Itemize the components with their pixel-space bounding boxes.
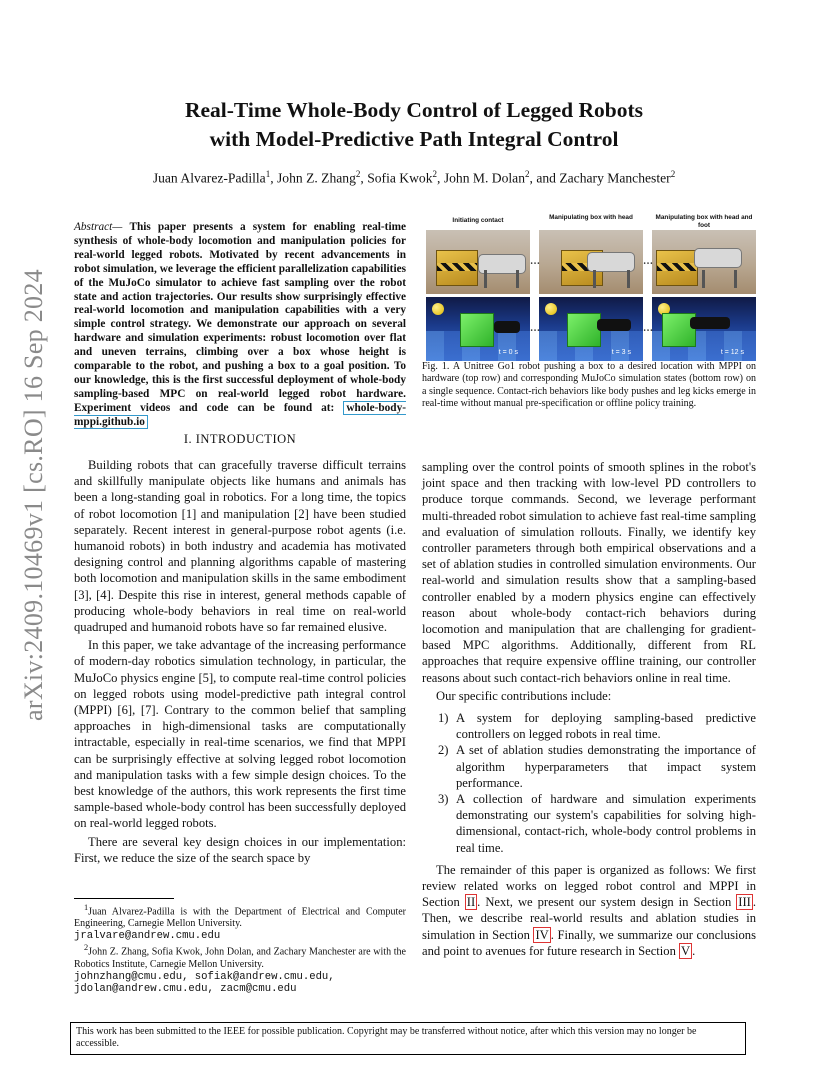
contributions-intro: Our specific contributions include: [436,688,612,703]
intro-paragraph-2: In this paper, we take advantage of the increasing performance of modern-day robotics simulation technology, in particular, the MuJoCo physics engine [5], to compute real-time control policies on legged robots using model-predictive path integral control (MPPI) [6], [7]. Contrary to the common belief that sampling approaches in high-dimensional tasks are computationally intractable, especially in real-time scenarios, we find that MPPI can be surprisingly effective at solving legged robot locomotion and manipulation tasks with a few simple design choices. To the best knowledge of the authors, this work represents the first time sample-based whole-body control has been successfully deployed on real-world legged robots. [74,638,406,831]
author-affiliation: 2 [525,169,530,179]
author-affiliation: 2 [432,169,438,179]
panel-title-manipulating-head-foot: Manipulating box with head and foot [655,214,753,229]
robot-image [694,248,742,268]
author-separator: , [270,170,277,186]
time-label: t = 0 s [498,349,518,356]
project-link[interactable]: whole-body-mppi.github.io [74,401,406,428]
footnote-2 [74,942,406,994]
outline-text: . [692,943,696,958]
list-text: A system for deploying sampling-based predictive controllers on legged robots in real time. [456,711,756,742]
robot-image [587,252,635,272]
email-address[interactable]: jdolan@andrew.cmu.edu, zacm@cmu.edu [74,982,297,995]
introduction-body [74,457,406,866]
panel-title-manipulating-head: Manipulating box with head [549,214,633,221]
intro-paragraph-3: There are several key design choices in our implementation: First, we reduce the size of the search space by [74,834,406,865]
abstract-lead: Abstract [74,221,113,233]
footnote-1 [74,902,406,942]
introduction-continued [422,459,756,959]
outline-paragraph [422,862,756,959]
figure-1 [422,214,756,356]
section-ref-link[interactable]: V [681,943,691,958]
section-ref-link[interactable]: III [738,895,751,910]
simulation-render [539,297,643,361]
simulation-render [652,297,756,361]
outline-text: . Finally, we summarize our conclusions and point to avenues for future research in Section [422,927,756,958]
title-line-1: Real-Time Whole-Body Control of Legged Robots [184,98,644,122]
copyright-notice: This work has been submitted to the IEEE for possible publication. Copyright may be transferred without notice, after which this version may no longer be accessible. [70,1022,746,1055]
author-separator: , [360,170,368,186]
list-number: 2) [438,743,449,758]
section-heading-introduction: I. INTRODUCTION [183,432,297,446]
simulation-render [426,297,530,361]
sim-robot [690,317,730,329]
author-affiliation: 2 [670,169,676,179]
author-name: John M. Dolan [443,170,526,186]
section-ref-link[interactable]: IV [535,927,549,942]
list-number: 1) [438,711,449,726]
box-image [436,250,478,286]
author-name: Sofia Kwok [367,170,433,186]
abstract-dash: — [112,221,130,233]
list-item [422,791,756,856]
section-ref-link[interactable]: II [466,895,476,910]
footnote-text: John Z. Zhang, Sofia Kwok, John Dolan, and Zachary Manchester are with the Robotics Institute, Carnegie Mellon University. [74,946,406,970]
list-item [422,710,756,742]
sim-robot [597,319,631,331]
outline-text: . Next, we present our system design in Section [477,895,737,910]
sim-box [460,313,494,347]
contributions-list [422,710,756,856]
outline-text: The remainder of this paper is organized as follows: We first review related works on legged robot control and MPPI in Section [422,862,756,910]
sequence-ellipsis: … [530,256,540,267]
sequence-ellipsis: … [643,323,653,334]
email-address[interactable]: jralvare@andrew.cmu.edu [74,930,221,943]
sequence-ellipsis: … [643,256,653,267]
author-name: John Z. Zhang [276,170,356,186]
hardware-photo [539,230,643,294]
paper-title [80,96,748,154]
author-name: Juan Alvarez-Padilla [152,170,266,186]
author-separator: , [437,170,444,186]
right-paragraph-1: sampling over the control points of smooth splines in the robot's joint space and then tracking with low-level PD controllers to produce torque commands. Second, we leverage performant multi-threaded robot simulation to achieve fast real-time sampling and evaluation of simulation rollouts. Finally, we identify key controller parameters through both empirical observations and a set of ablation studies in controlled simulation environments. Our real-world and simulation results show that a sampling-based controller enabled by a modern physics engine can effectively reason about whole-body contact-rich behaviors during locomotion and manipulation that are challenging for gradient-based MPC algorithms. Additionally, different from RL approaches that require expensive offline training, our controller reasons about such contact-rich behaviors online in real time. [422,460,756,685]
author-list [80,169,748,187]
abstract-text: This paper presents a system for enabling real-time synthesis of whole-body locomotion and manipulation policies for real-world legged robots. Motivated by recent advancements in robot simulation, we leverage the efficient parallelization capabilities of the MuJoCo simulator to achieve fast sampling over the robot state and action trajectories. Our results show surprisingly effective real-world locomotion and manipulation capabilities with a very simple control strategy. We demonstrate our approach on several hardware and simulation experiments: robust locomotion over flat and uneven terrains, climbing over a box whose height is comparable to the robot, and pushing a box to a goal position. To our knowledge, this is the first successful deployment of whole-body sampling-based MPC on real-world legged robot hardware. Experiment videos and code can be found at: [74,221,407,414]
intro-paragraph-1: Building robots that can gracefully traverse difficult terrains and skillfully manipulate objects like humans and animals has been a long-standing goal in robotics. For a long time, the topics of robot locomotion [1] and manipulation [2] have been studied separately. Recent interest in general-purpose robot agents (i.e. humanoid robots) in both industry and academia has motivated designing control and planning algorithms capable of mastering both locomotion and manipulation skills in the same embodiment [3], [4]. Despite this rise in interest, general methods capable of producing whole-body behaviors in real time on real-world quadruped and humanoid robots have so far remained elusive. [74,458,406,635]
arxiv-identifier-text: arXiv:2409.10469v1 [cs.RO] 16 Sep 2024 [19,269,48,721]
hardware-row [422,230,756,294]
list-text: A set of ablation studies demonstrating the importance of algorithm hyperparameters that impact system performance. [456,743,756,790]
footnote-divider [74,898,174,899]
footnote-text: Juan Alvarez-Padilla is with the Department of Electrical and Computer Engineering, Carnegie Mellon University. [74,906,406,930]
list-number: 3) [438,792,449,807]
sim-robot [494,321,520,333]
sim-box [567,313,601,347]
author-affiliation: 1 [265,169,271,179]
footnote-marker: 1 [84,903,89,912]
hardware-photo [426,230,530,294]
goal-ball [545,303,557,315]
author-affiliation: 2 [355,169,361,179]
title-line-2: with Model-Predictive Path Integral Control [209,127,619,151]
hardware-photo [652,230,756,294]
time-label: t = 12 s [720,349,744,356]
footnotes [74,902,406,995]
sequence-ellipsis: … [530,323,540,334]
simulation-row [422,297,756,361]
outline-text: . Then, we describe real-world results and ablation studies in simulation in Section [422,895,756,942]
list-text: A collection of hardware and simulation experiments demonstrating our system's capabilities for solving high-dimensional, contact-rich, whole-body control problems in real time. [456,792,756,855]
abstract [74,221,406,430]
list-item [422,742,756,791]
arxiv-identifier [14,269,54,721]
footnote-marker: 2 [84,943,89,953]
time-label: t = 3 s [611,349,631,356]
figure-caption: Fig. 1. A Unitree Go1 robot pushing a box to a desired location with MPPI on hardware (top row) and corresponding MuJoCo simulation states (bottom row) on a single sequence. Contact-rich behaviors like body pushes and leg kicks emerge in real-time without manual pre-specification or offline policy training. [422,361,756,410]
author-separator: , and [529,170,560,186]
email-address[interactable]: johnzhang@cmu.edu, sofiak@andrew.cmu.edu, [74,970,335,983]
box-image [656,250,698,286]
goal-ball [432,303,444,315]
panel-title-initiating-contact: Initiating contact [452,217,504,224]
author-name: Zachary Manchester [559,170,671,186]
